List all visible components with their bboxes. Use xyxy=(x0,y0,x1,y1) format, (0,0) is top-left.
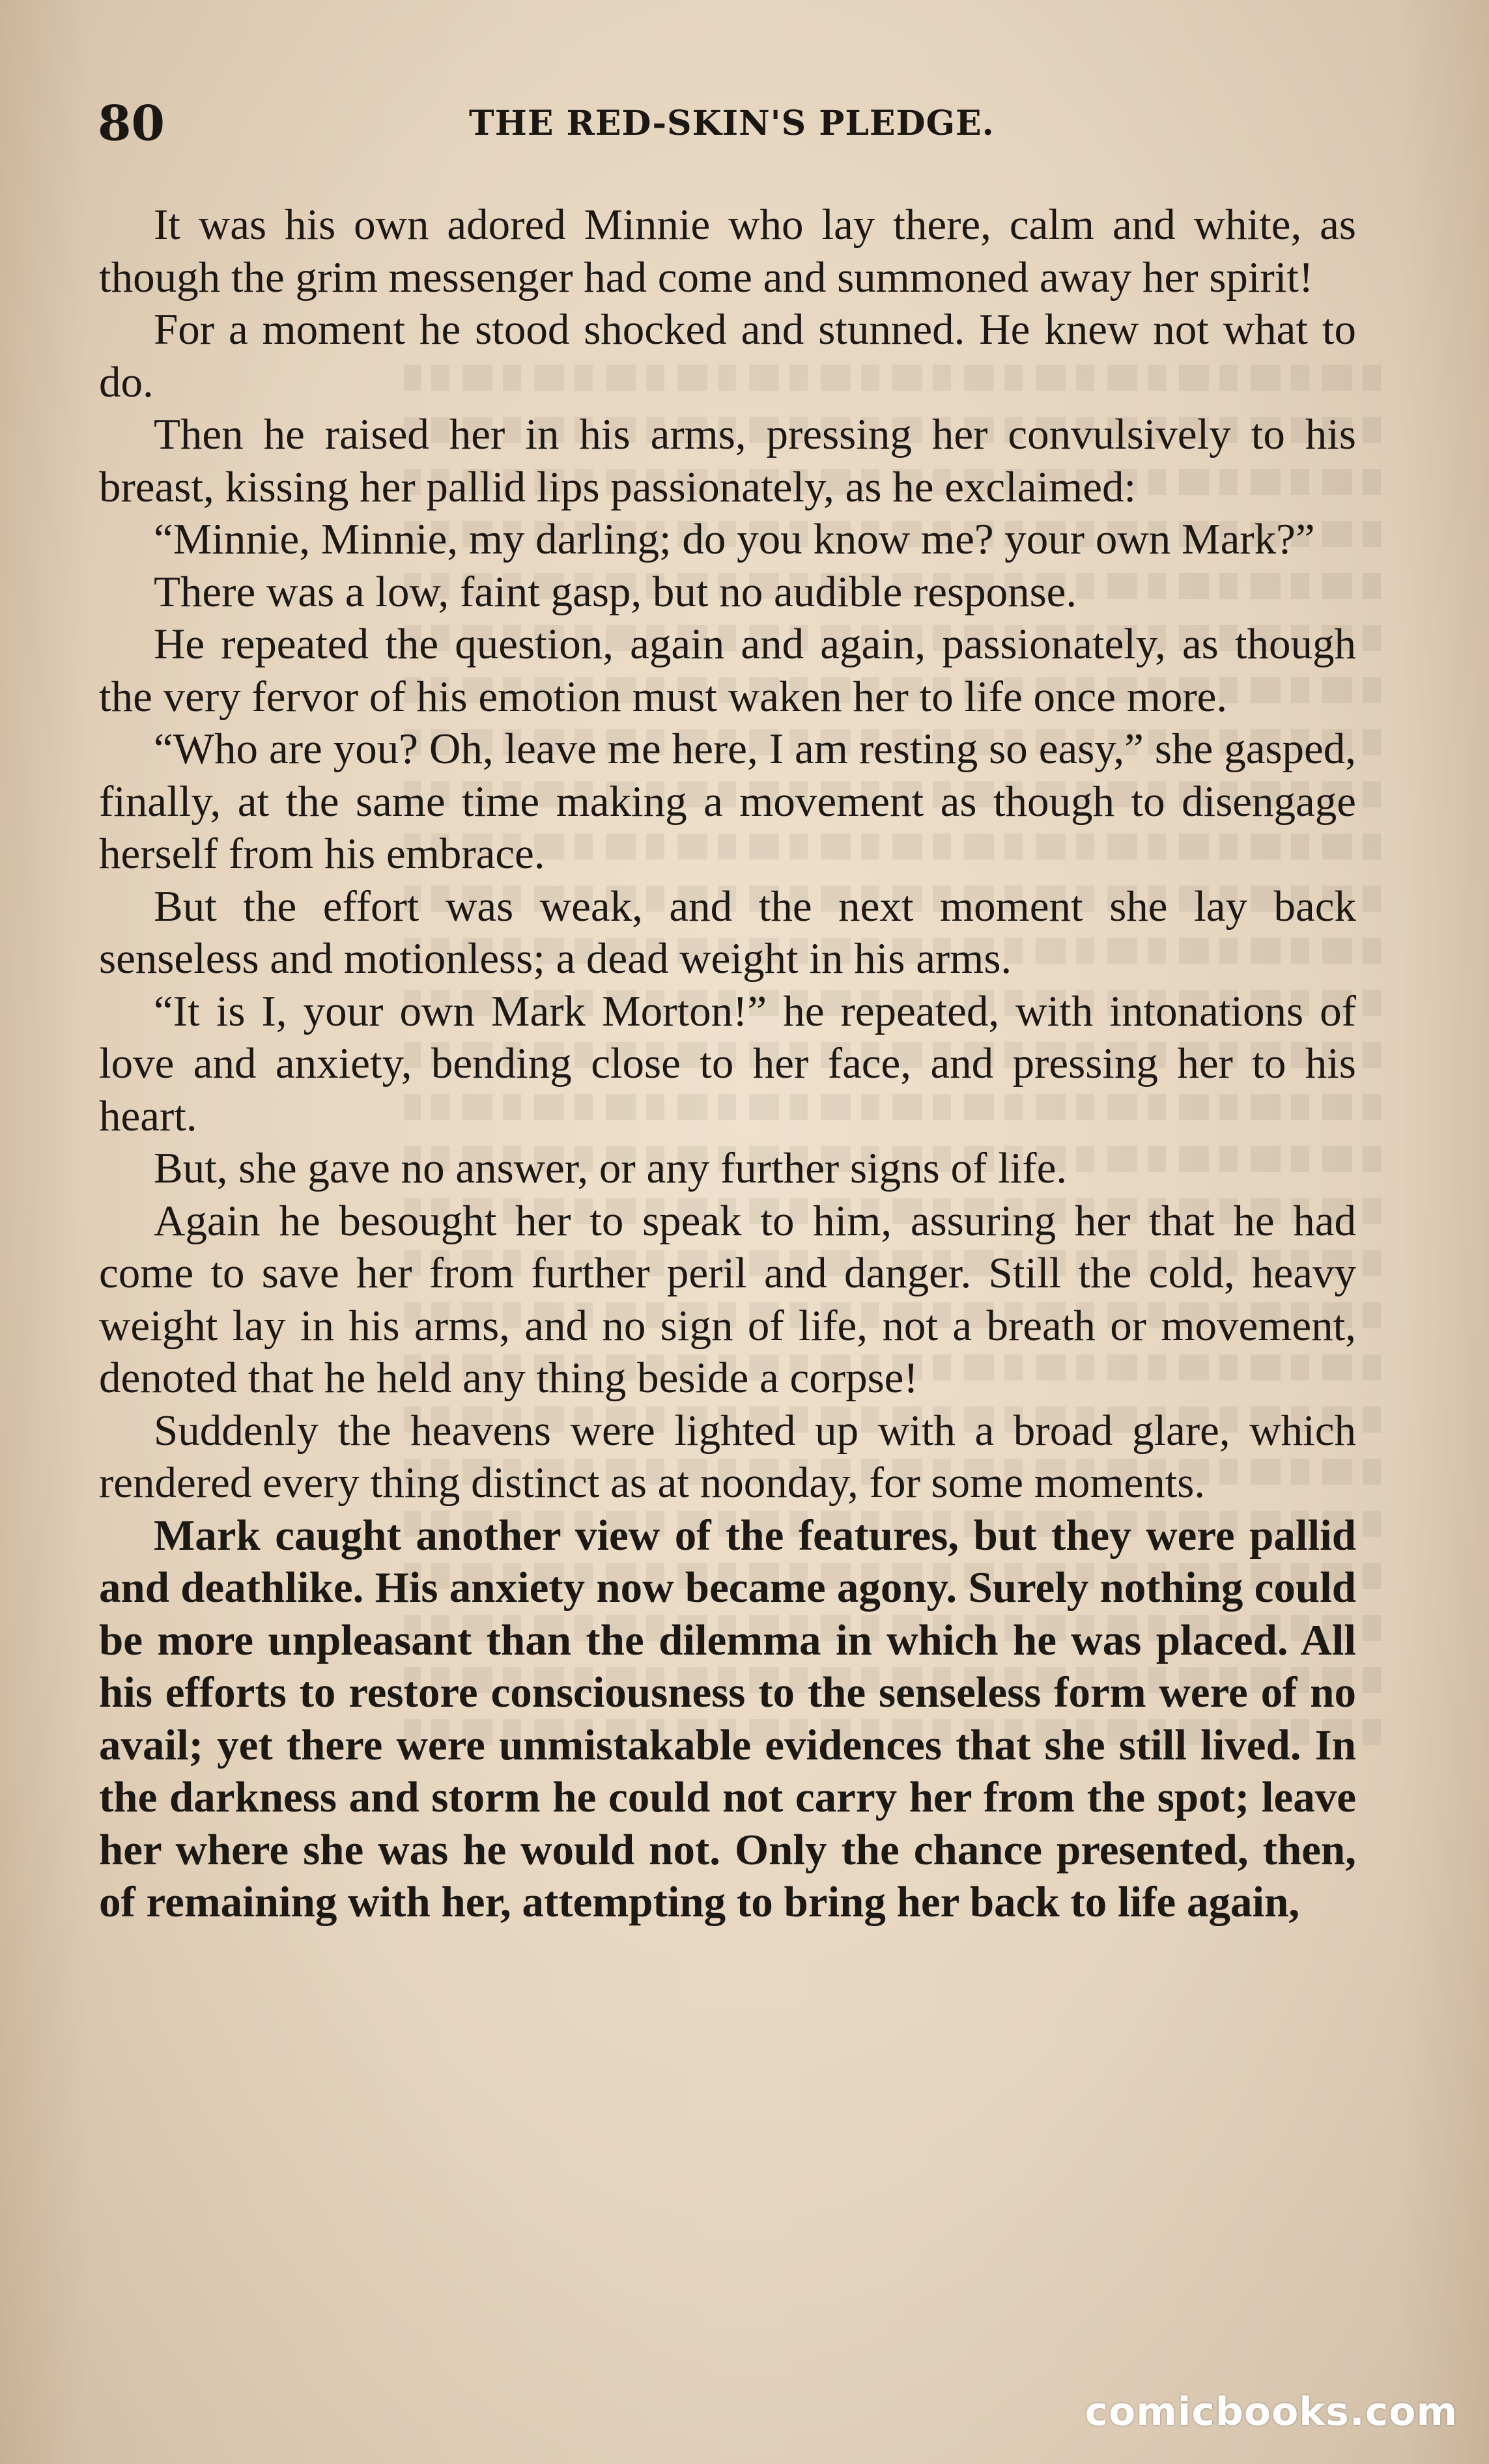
paragraph: “It is I, your own Mark Morton!” he repeated, with intonations of love and anxiety, bending close to her face, and pressing her to his heart. xyxy=(99,987,1356,1140)
paragraph: He repeated the question, again and again, passionately, as though the very fervor of his emotion must waken her to life once more. xyxy=(99,620,1356,721)
site-watermark: comicbooks.com xyxy=(1085,2389,1458,2435)
paragraph: “Who are you? Oh, leave me here, I am resting so easy,” she gasped, finally, at the same time making a movement as though to disengage herself from his embrace. xyxy=(99,725,1356,878)
paragraph: Suddenly the heavens were lighted up with a broad glare, which rendered every thing distinct as at noonday, for some moments. xyxy=(99,1406,1356,1507)
paragraph: But the effort was weak, and the next moment she lay back senseless and motionless; a dead weight in his arms. xyxy=(99,882,1356,983)
paragraph: Mark caught another view of the features, but they were pallid and deathlike. His anxiety now became agony. Surely nothing could be more unpleasant than the dilemma in which he was placed. All his efforts to restore consciousness to the senseless form were of no avail; yet there were unmistakable evidences that she still lived. In the darkness and storm he could not carry her from the spot; leave her where she was he would not. Only the chance presented, then, of remaining with her, attempting to bring her back to life again, xyxy=(99,1511,1356,1926)
body-text xyxy=(99,199,1356,1929)
paragraph: For a moment he stood shocked and stunned. He knew not what to do. xyxy=(99,305,1356,406)
paragraph: But, she gave no answer, or any further signs of life. xyxy=(154,1144,1068,1192)
paragraph: It was his own adored Minnie who lay there, calm and white, as though the grim messenger had come and summoned away her spirit! xyxy=(99,201,1356,301)
page-header xyxy=(98,91,1361,156)
paragraph: There was a low, faint gasp, but no audible response. xyxy=(154,567,1077,616)
running-head: THE RED-SKIN'S PLEDGE. xyxy=(469,104,995,143)
paragraph: “Minnie, Minnie, my darling; do you know me? your own Mark?” xyxy=(154,515,1315,563)
paragraph: Then he raised her in his arms, pressing her convulsively to his breast, kissing her pallid lips passionately, as he exclaimed: xyxy=(99,410,1356,511)
page-number: 80 xyxy=(98,96,165,152)
paragraph: Again he besought her to speak to him, assuring her that he had come to save her from further peril and danger. Still the cold, heavy weight lay in his arms, and no sign of life, not a breath or movement, denoted that he held any thing beside a corpse! xyxy=(99,1196,1356,1402)
